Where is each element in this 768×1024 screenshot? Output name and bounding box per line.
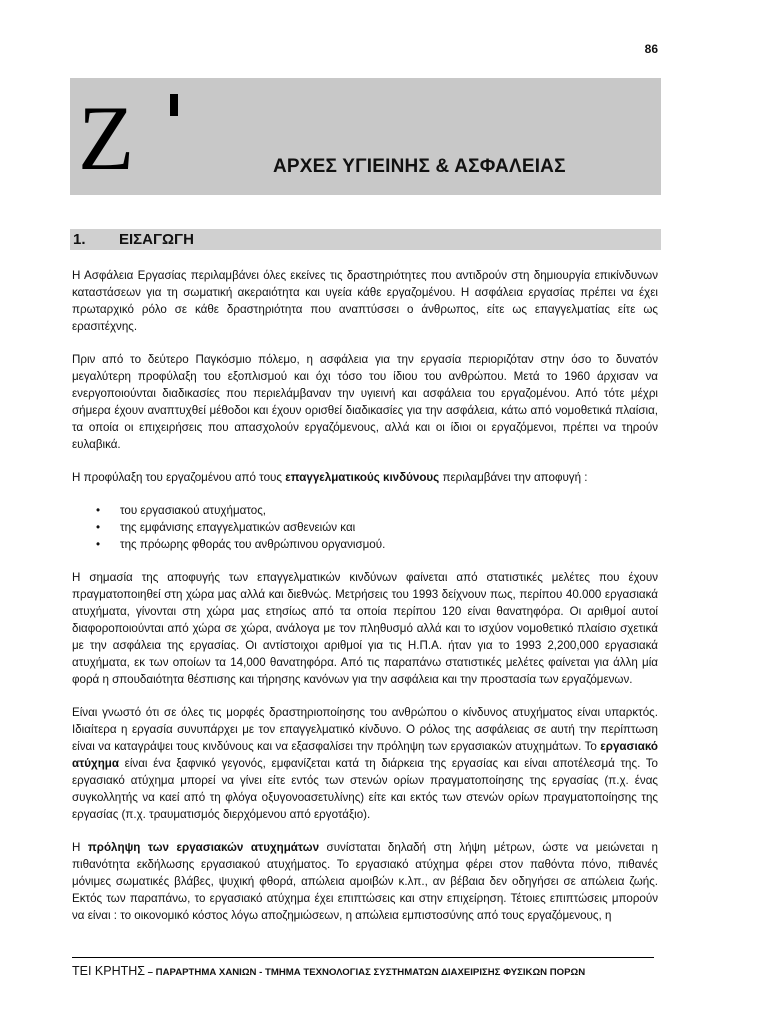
chapter-banner — [70, 78, 661, 195]
list-item: • της πρόωρης φθοράς του ανθρώπινου οργανισμού. — [108, 536, 658, 553]
paragraph-3 — [72, 469, 658, 486]
document-body — [72, 267, 658, 940]
section-title: ΕΙΣΑΓΩΓΗ — [119, 231, 194, 248]
paragraph-5-text: Είναι γνωστό ότι σε όλες τις μορφές δραστηριοποίησης του ανθρώπου ο κίνδυνος ατυχήματος είναι υπαρκτός. Ιδιαίτερα η εργασία συνυπάρχει με τον επαγγελματικό κίνδυνο. Ο ρόλος της ασφάλειας σε αυτή την περίπτωση είναι να καταγράψει τους κινδύνους και να εξασφαλίσει την πρόληψη των εργασιακών ατυχημάτων. Το — [72, 706, 658, 753]
section-heading — [70, 229, 661, 250]
bold-term: εργασιακό ατύχημα — [72, 740, 658, 770]
bold-term: πρόληψη των εργασιακών ατυχημάτων — [87, 841, 320, 854]
footer-institution: ΤΕΙ ΚΡΗΤΗΣ — [72, 964, 146, 978]
page-number: 86 — [644, 42, 658, 56]
section-number: 1. — [73, 231, 86, 248]
paragraph-2: Πριν από το δεύτερο Παγκόσμιο πόλεμο, η ασφάλεια για την εργασία περιοριζόταν στην όσο το δυνατόν μεγαλύτερη προφύλαξη του εξοπλισμού και όχι τόσο του ίδιου του ανθρώπου. Μετά το 1960 άρχισαν να ενεργοποιούνται διαδικασίες που περιελάμβαναν την υγιεινή και ασφάλεια του εργαζομένου. Από τότε μέχρι σήμερα έχουν αναπτυχθεί μέθοδοι και έχουν ορισθεί διαδικασίες για την ασφάλεια, κάτω από νομοθετικά πλαίσια, τα οποία οι επιχειρήσεις που απασχολούν εργαζόμενους, αλλά και οι ίδιοι οι εργαζόμενοι, πρέπει να τηρούν ευλαβικά. — [72, 353, 658, 451]
paragraph-6-text-end: συνίσταται δηλαδή στη λήψη μέτρων, ώστε να μειώνεται η πιθανότητα εκδήλωσης εργασιακού ατυχήματος. Το εργασιακό ατύχημα φέρει στον παθόντα πόνο, πιθανές μόνιμες σωματικές βλάβες, ψυχική φθορά, απώλεια αμοιβών κ.λπ., αν βέβαια δεν οδηγήσει σε απώλεια ζωής. Εκτός των παραπάνω, το εργασιακό ατύχημα έχει επιπτώσεις και στην επιχείρηση. Τέτοιες επιπτώσεις μπορούν να είναι : το οικονομικό κόστος λόγω αποζημιώσεων, η απώλεια εμπιστοσύνης από τους εργαζόμενους, η — [72, 841, 659, 922]
paragraph-6 — [72, 839, 658, 924]
paragraph-5 — [72, 704, 658, 823]
chapter-apostrophe-mark — [170, 94, 178, 116]
footer-divider — [72, 957, 654, 958]
list-item: • της εμφάνισης επαγγελματικών ασθενειών και — [108, 519, 658, 536]
bullet-list — [72, 502, 658, 553]
footer-department: – ΠΑΡΑΡΤΗΜΑ ΧΑΝΙΩΝ - ΤΜΗΜΑ ΤΕΧΝΟΛΟΓΙΑΣ ΣΥΣΤΗΜΑΤΩΝ ΔΙΑΧΕΙΡΙΣΗΣ ΦΥΣΙΚΩΝ ΠΟΡΩΝ — [145, 967, 586, 978]
paragraph-5-text-end: είναι ένα ξαφνικό γεγονός, εμφανίζεται κατά τη διάρκεια της εργασίας και είναι αποτέλεσμά της. Το εργασιακό ατύχημα μπορεί να γίνει είτε εντός των στενών ορίων πραγματοποίησης της εργασίας (π.χ. ένας συγκολλητής να καεί από τη φλόγα οξυγονοασετυλίνης) είτε και εκτός των στενών ορίων πραγματοποίησης της εργασίας (π.χ. τραυματισμός διερχόμενου από εργοτάξιο). — [72, 757, 658, 821]
paragraph-6-text: Η — [72, 841, 88, 854]
chapter-letter: Ζ — [78, 87, 135, 189]
list-item: • του εργασιακού ατυχήματος, — [108, 502, 658, 519]
paragraph-3-text: Η προφύλαξη του εργαζομένου από τους — [72, 471, 286, 484]
paragraph-3-text-end: περιλαμβάνει την αποφυγή : — [439, 471, 588, 484]
bold-term: επαγγελματικούς κινδύνους — [285, 471, 440, 484]
chapter-title: ΑΡΧΕΣ ΥΓΙΕΙΝΗΣ & ΑΣΦΑΛΕΙΑΣ — [273, 156, 566, 177]
paragraph-1: Η Ασφάλεια Εργασίας περιλαμβάνει όλες εκείνες τις δραστηριότητες που αντιδρούν στη δημιουργία επικίνδυνων καταστάσεων για τη σωματική ακεραιότητα και υγεία κάθε εργαζομένου. Η ασφάλεια εργασίας πρέπει να έχει πρωταρχικό ρόλο σε κάθε δραστηριότητα που αναπτύσσει ο άνθρωπος, είτε ως επαγγελματίας είτε ως ερασιτέχνης. — [72, 269, 658, 333]
page-footer — [72, 964, 585, 978]
paragraph-4: Η σημασία της αποφυγής των επαγγελματικών κινδύνων φαίνεται από στατιστικές μελέτες που έχουν πραγματοποιηθεί στη χώρα μας αλλά και διεθνώς. Μετρήσεις του 1993 δείχνουν πως, περίπου 40.000 εργασιακά ατυχήματα, γίνονται στη χώρα μας ετησίως από τα οποία περίπου 120 είναι θανατηφόρα. Οι αριθμοί αυτοί διαφοροποιούνται από χώρα σε χώρα, ανάλογα με τον πληθυσμό αλλά και το ισχύον νομοθετικό πλαίσιο σχετικά με την ασφάλεια της εργασίας. Οι αντίστοιχοι αριθμοί για τις Η.Π.Α. ήταν για το 1993 2,200,000 εργασιακά ατυχήματα, εκ των οποίων τα 14,000 θανατηφόρα. Από τις παραπάνω στατιστικές μελέτες φαίνεται για άλλη μία φορά η σπουδαιότητα θέσπισης και τήρησης κανόνων για την ασφάλεια και την προστασία των εργαζόμενων. — [72, 571, 658, 686]
